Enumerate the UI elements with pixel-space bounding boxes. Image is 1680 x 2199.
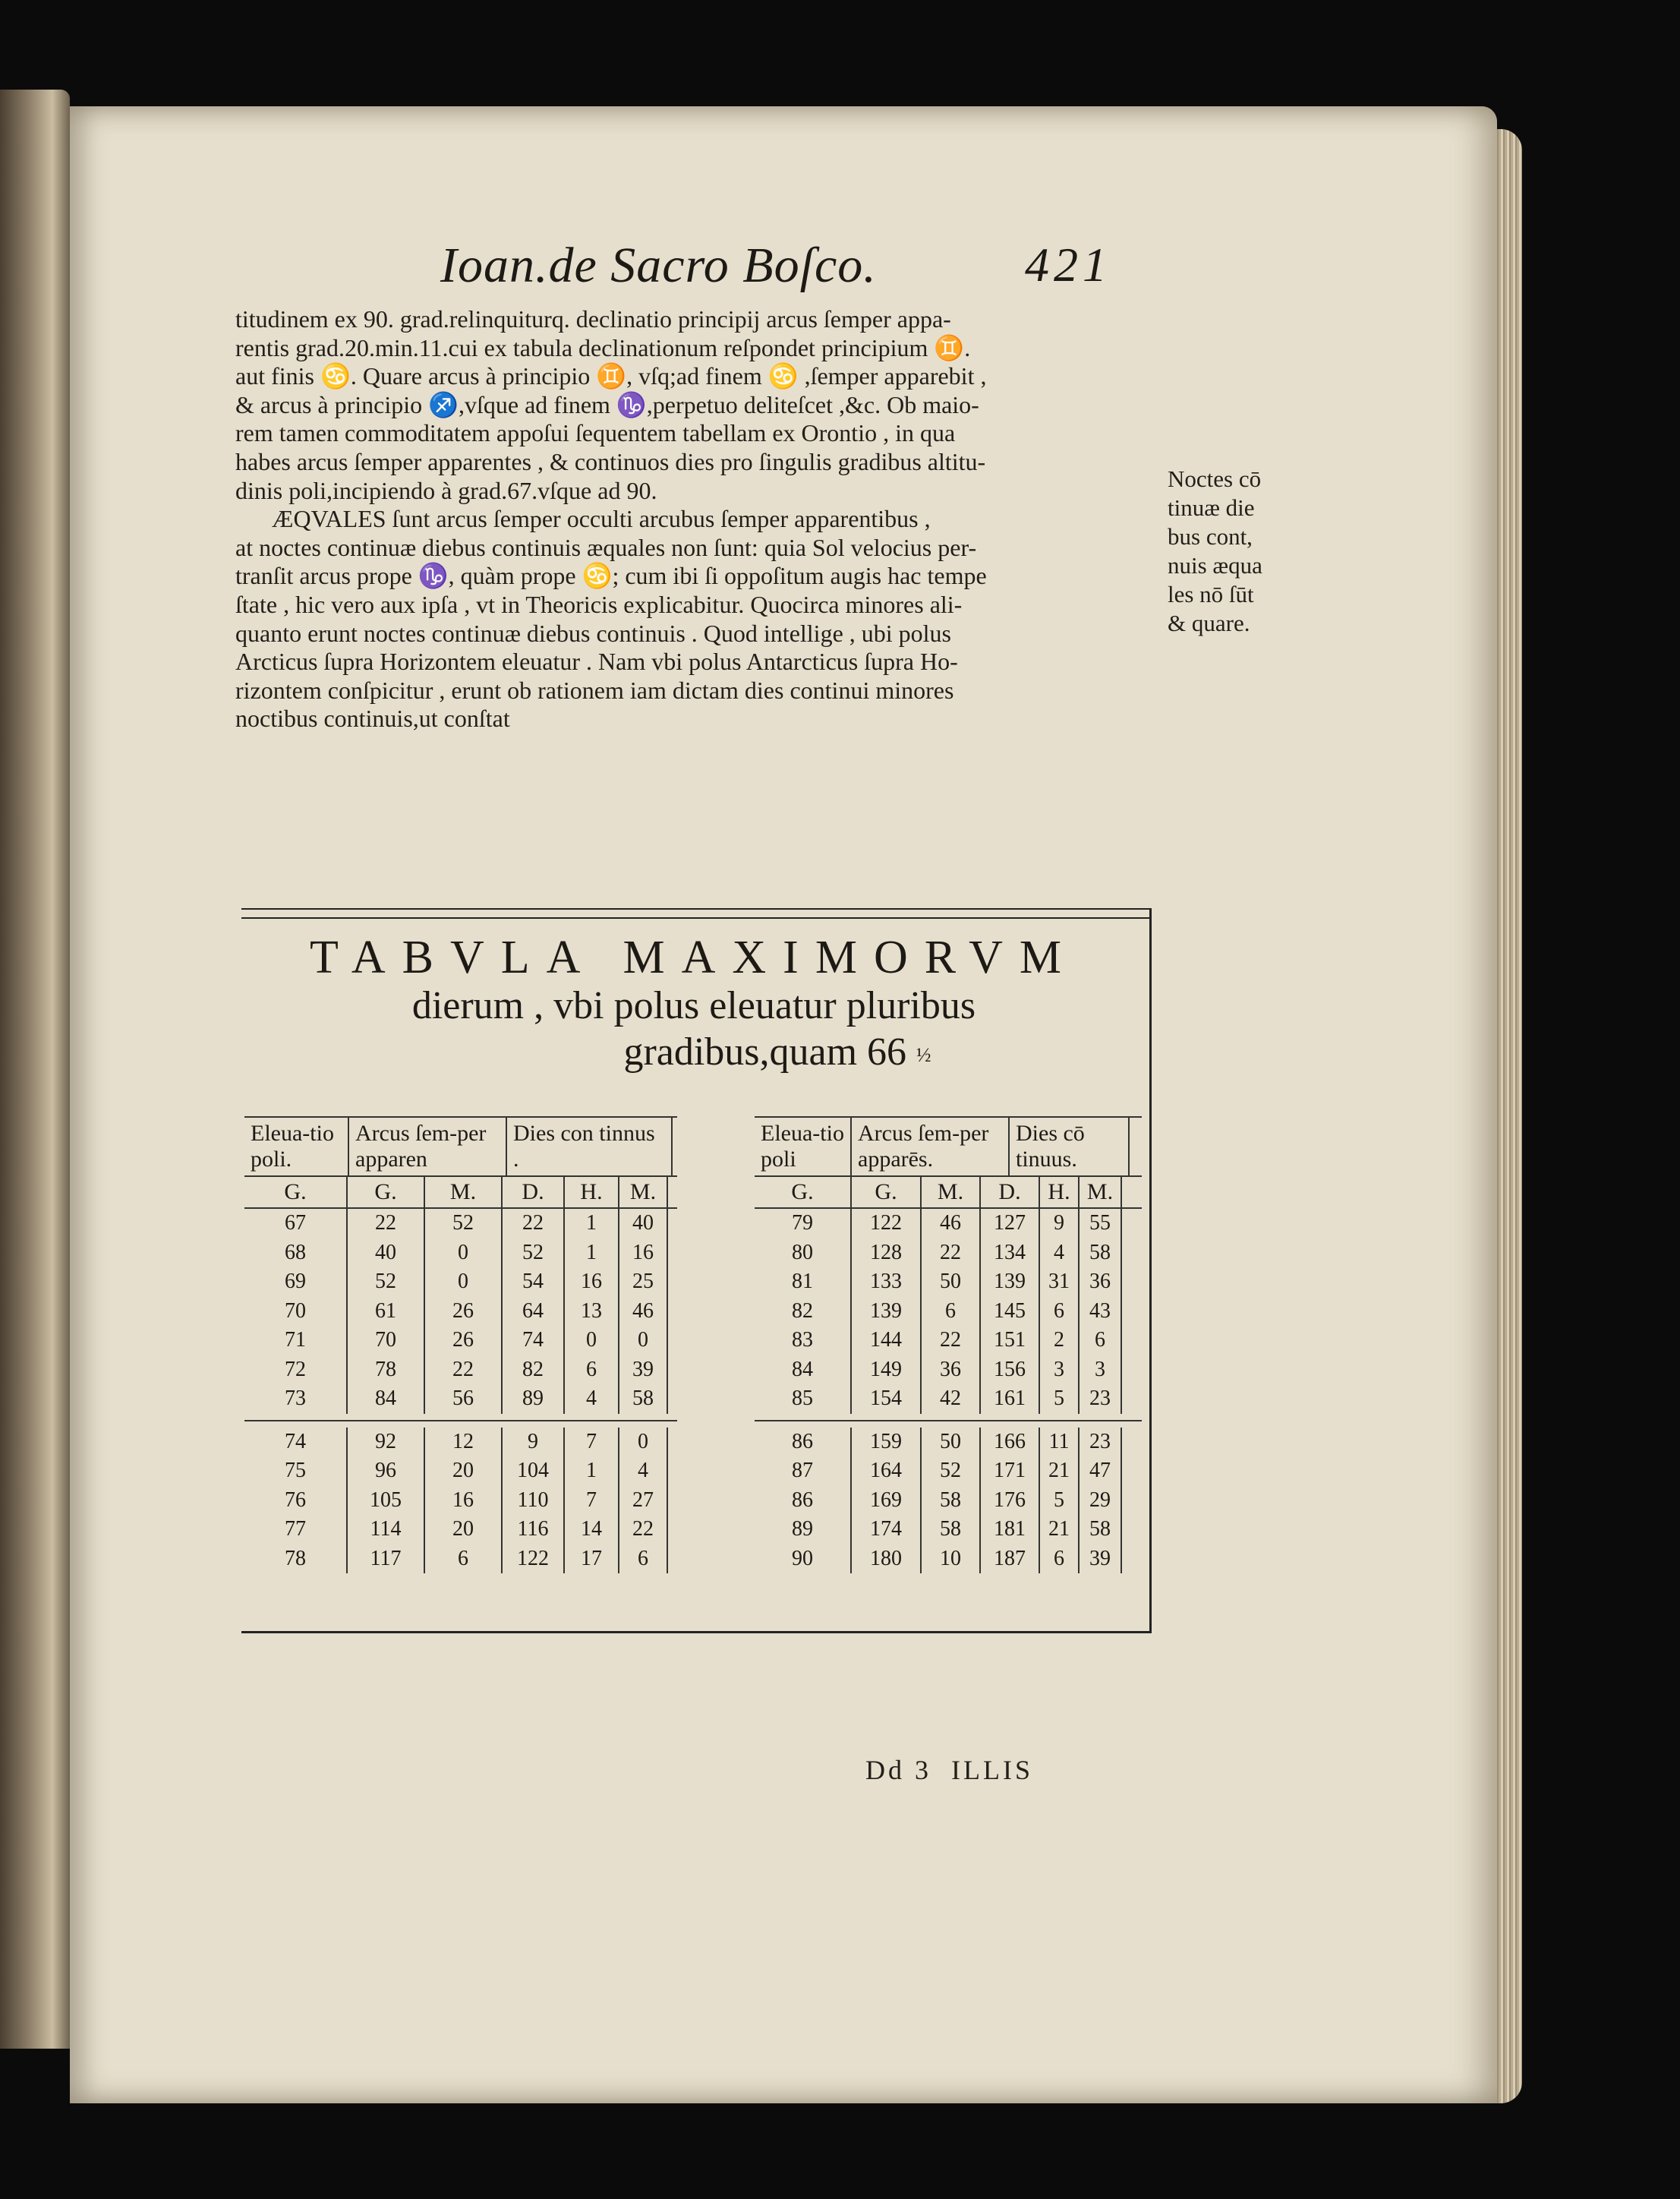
- text-line: noctibus continuis,ut conſtat: [235, 705, 510, 733]
- table-row: [244, 1486, 677, 1516]
- table-cell: 7: [565, 1428, 619, 1457]
- margin-line: & quare.: [1168, 610, 1250, 636]
- sub-m2: M.: [619, 1177, 668, 1207]
- table-row: [755, 1428, 1142, 1457]
- table-cell: 46: [619, 1297, 668, 1327]
- table-cell: 42: [922, 1384, 981, 1414]
- margin-line: bus cont,: [1168, 523, 1253, 550]
- table-row: [755, 1238, 1142, 1268]
- table-cell: 7: [565, 1486, 619, 1516]
- table-cell: 139: [852, 1297, 922, 1327]
- table-cell: 74: [244, 1428, 348, 1457]
- table-cell: 9: [1040, 1209, 1080, 1238]
- table-cell: 92: [348, 1428, 425, 1457]
- table-row: [244, 1326, 677, 1355]
- table-cell: 13: [565, 1297, 619, 1327]
- table-cell: 4: [1040, 1238, 1080, 1268]
- table-cell: 36: [922, 1355, 981, 1385]
- table-cell: 6: [425, 1544, 503, 1574]
- table-cell: 174: [852, 1515, 922, 1544]
- table-cell: 78: [244, 1544, 348, 1574]
- table-cell: 144: [852, 1326, 922, 1355]
- table-cell: 22: [425, 1355, 503, 1385]
- table-row: [755, 1544, 1142, 1574]
- sub-g2: G.: [348, 1177, 425, 1207]
- table-cell: 21: [1040, 1515, 1080, 1544]
- text-line: rentis grad.20.min.11.cui ex tabula declinationum reſpondet principium ♊.: [235, 333, 971, 361]
- table-row: [755, 1456, 1142, 1486]
- table-cell: 133: [852, 1267, 922, 1297]
- table-title-line1: TABVLA MAXIMORVM: [309, 932, 1079, 983]
- table-cell: 181: [981, 1515, 1040, 1544]
- table-cell: 72: [244, 1355, 348, 1385]
- table-cell: 161: [981, 1384, 1040, 1414]
- table-cell: 75: [244, 1456, 348, 1486]
- table-cell: 180: [852, 1544, 922, 1574]
- table-cell: 5: [1040, 1486, 1080, 1516]
- table-cell: 117: [348, 1544, 425, 1574]
- table-cell: 23: [1080, 1428, 1122, 1457]
- table-cell: 164: [852, 1456, 922, 1486]
- table-cell: 6: [619, 1544, 668, 1574]
- table-cell: 3: [1040, 1355, 1080, 1385]
- table-title: [246, 932, 1142, 1078]
- table-cell: 85: [755, 1384, 852, 1414]
- table-cell: 54: [503, 1267, 565, 1297]
- table-cell: 4: [619, 1456, 668, 1486]
- table-row: [244, 1209, 677, 1238]
- table-row: [244, 1297, 677, 1327]
- margin-line: nuis æqua: [1168, 552, 1262, 579]
- right-column-headers: [755, 1116, 1142, 1177]
- table-cell: 69: [244, 1267, 348, 1297]
- table-cell: 10: [922, 1544, 981, 1574]
- table-cell: 70: [244, 1297, 348, 1327]
- table-row: [244, 1355, 677, 1385]
- sub-g-right: G.: [755, 1177, 852, 1207]
- table-cell: 0: [425, 1238, 503, 1268]
- table-cell: 114: [348, 1515, 425, 1544]
- table-cell: 74: [503, 1326, 565, 1355]
- table-cell: 151: [981, 1326, 1040, 1355]
- text-line: ſtate , hic vero aux ipſa , vt in Theoricis explicabitur. Quocirca minores ali-: [235, 590, 963, 618]
- table-cell: 77: [244, 1515, 348, 1544]
- table-row: [755, 1326, 1142, 1355]
- table-cell: 122: [852, 1209, 922, 1238]
- running-head: Ioan.de Sacro Boſco.: [440, 238, 877, 293]
- table-cell: 187: [981, 1544, 1040, 1574]
- header-dies: Dies con tinnus .: [507, 1118, 673, 1175]
- table-cell: 4: [565, 1384, 619, 1414]
- left-rows: [244, 1209, 677, 1573]
- table-cell: 116: [503, 1515, 565, 1544]
- table-cell: 5: [1040, 1384, 1080, 1414]
- margin-line: tinuæ die: [1168, 494, 1255, 521]
- text-line: rem tamen commoditatem appoſui ſequentem tabellam ex Orontio , in qua: [235, 419, 956, 447]
- table-cell: 70: [348, 1326, 425, 1355]
- table-cell: 105: [348, 1486, 425, 1516]
- text-line: Arcticus ſupra Horizontem eleuatur . Nam vbi polus Antarcticus ſupra Ho-: [235, 648, 958, 676]
- table-cell: 16: [619, 1238, 668, 1268]
- table-row: [244, 1456, 677, 1486]
- text-line: aut finis ♋. Quare arcus à principio ♊, vſq;ad finem ♋ ,ſemper apparebit ,: [235, 362, 987, 390]
- table-cell: 50: [922, 1267, 981, 1297]
- table-cell: 169: [852, 1486, 922, 1516]
- sub-g2-right: G.: [852, 1177, 922, 1207]
- table-cell: 122: [503, 1544, 565, 1574]
- table-cell: 58: [922, 1515, 981, 1544]
- table-cell: 16: [425, 1486, 503, 1516]
- table-cell: 2: [1040, 1326, 1080, 1355]
- table-cell: 67: [244, 1209, 348, 1238]
- table-row: [244, 1428, 677, 1457]
- table-row: [244, 1544, 677, 1574]
- table-cell: 26: [425, 1297, 503, 1327]
- signature-line: [865, 1754, 1033, 1786]
- table-row: [244, 1267, 677, 1297]
- margin-line: les nō ſūt: [1168, 581, 1254, 607]
- text-line: & arcus à principio ♐,vſque ad finem ♑,perpetuo deliteſcet ,&c. Ob maio-: [235, 390, 979, 418]
- table-cell: 127: [981, 1209, 1040, 1238]
- right-rows: [755, 1209, 1142, 1573]
- table-cell: 82: [755, 1297, 852, 1327]
- table-title-line2: dierum , vbi polus eleuatur pluribus: [411, 984, 976, 1027]
- table-row: [755, 1486, 1142, 1516]
- table-cell: 25: [619, 1267, 668, 1297]
- table-cell: 58: [922, 1486, 981, 1516]
- table-cell: 52: [922, 1456, 981, 1486]
- table-cell: 171: [981, 1456, 1040, 1486]
- table-cell: 14: [565, 1515, 619, 1544]
- table-cell: 23: [1080, 1384, 1122, 1414]
- table-cell: 27: [619, 1486, 668, 1516]
- sub-m2-right: M.: [1080, 1177, 1122, 1207]
- table-cell: 58: [619, 1384, 668, 1414]
- table-cell: 73: [244, 1384, 348, 1414]
- table-cell: 1: [565, 1209, 619, 1238]
- table-cell: 39: [619, 1355, 668, 1385]
- table-cell: 11: [1040, 1428, 1080, 1457]
- table-cell: 166: [981, 1428, 1040, 1457]
- table-cell: 55: [1080, 1209, 1122, 1238]
- table-title-line3-text: gradibus,quam 66: [623, 1030, 907, 1074]
- table-cell: 0: [619, 1326, 668, 1355]
- row-separator: [244, 1420, 677, 1421]
- table-cell: 6: [1040, 1297, 1080, 1327]
- table-cell: 82: [503, 1355, 565, 1385]
- table-cell: 6: [1040, 1544, 1080, 1574]
- table-cell: 29: [1080, 1486, 1122, 1516]
- table-cell: 78: [348, 1355, 425, 1385]
- table-cell: 89: [755, 1515, 852, 1544]
- text-line: dinis poli,incipiendo à grad.67.vſque ad 90.: [235, 476, 657, 504]
- table-cell: 80: [755, 1238, 852, 1268]
- sub-h: H.: [565, 1177, 619, 1207]
- table-maximorum-dierum: [241, 908, 1152, 1633]
- table-row: [755, 1355, 1142, 1385]
- header-dies-right: Dies cō tinuus.: [1010, 1118, 1130, 1175]
- sub-d-right: D.: [981, 1177, 1040, 1207]
- table-cell: 84: [755, 1355, 852, 1385]
- table-row: [755, 1267, 1142, 1297]
- text-line: rizontem conſpicitur , erunt ob rationem iam dictam dies continui minores: [235, 676, 954, 704]
- table-cell: 149: [852, 1355, 922, 1385]
- left-table-block: [244, 1116, 677, 1573]
- table-cell: 96: [348, 1456, 425, 1486]
- table-cell: 31: [1040, 1267, 1080, 1297]
- text-line: ÆQVALES ſunt arcus ſemper occulti arcubus ſemper apparentibus ,: [272, 505, 931, 533]
- table-cell: 0: [565, 1326, 619, 1355]
- table-cell: 58: [1080, 1515, 1122, 1544]
- margin-line: Noctes cō: [1168, 465, 1262, 492]
- right-table-block: [755, 1116, 1142, 1573]
- table-cell: 81: [755, 1267, 852, 1297]
- table-cell: 43: [1080, 1297, 1122, 1327]
- table-cell: 58: [1080, 1238, 1122, 1268]
- table-cell: 61: [348, 1297, 425, 1327]
- sub-d: D.: [503, 1177, 565, 1207]
- table-cell: 128: [852, 1238, 922, 1268]
- table-cell: 134: [981, 1238, 1040, 1268]
- table-cell: 52: [503, 1238, 565, 1268]
- table-cell: 47: [1080, 1456, 1122, 1486]
- text-line: tranſit arcus prope ♑, quàm prope ♋; cum ibi ſi oppoſitum augis hac tempe: [235, 562, 987, 590]
- text-line: titudinem ex 90. grad.relinquiturq. declinatio principij arcus ſemper appa-: [235, 305, 951, 333]
- table-cell: 1: [565, 1238, 619, 1268]
- facing-page-edge: [0, 90, 70, 2049]
- header-elevation: Eleua-tio poli.: [244, 1118, 349, 1175]
- table-cell: 86: [755, 1428, 852, 1457]
- table-cell: 9: [503, 1428, 565, 1457]
- table-cell: 145: [981, 1297, 1040, 1327]
- table-cell: 16: [565, 1267, 619, 1297]
- table-cell: 22: [922, 1326, 981, 1355]
- header-arcus-right: Arcus ſem-per apparēs.: [852, 1118, 1010, 1175]
- table-row: [755, 1209, 1142, 1238]
- table-cell: 0: [619, 1428, 668, 1457]
- text-line: habes arcus ſemper apparentes , & continuos dies pro ſingulis gradibus altitu-: [235, 447, 986, 475]
- table-cell: 104: [503, 1456, 565, 1486]
- table-cell: 17: [565, 1544, 619, 1574]
- table-cell: 22: [503, 1209, 565, 1238]
- sub-h-right: H.: [1040, 1177, 1080, 1207]
- table-row: [244, 1238, 677, 1268]
- table-row: [755, 1515, 1142, 1544]
- table-cell: 26: [425, 1326, 503, 1355]
- table-cell: 40: [619, 1209, 668, 1238]
- table-cell: 40: [348, 1238, 425, 1268]
- sub-m: M.: [425, 1177, 503, 1207]
- table-cell: 20: [425, 1515, 503, 1544]
- right-subheaders: [755, 1177, 1142, 1209]
- table-cell: 50: [922, 1428, 981, 1457]
- table-cell: 22: [619, 1515, 668, 1544]
- table-cell: 68: [244, 1238, 348, 1268]
- table-cell: 89: [503, 1384, 565, 1414]
- table-cell: 6: [565, 1355, 619, 1385]
- table-cell: 6: [922, 1297, 981, 1327]
- table-cell: 154: [852, 1384, 922, 1414]
- table-row: [244, 1515, 677, 1544]
- table-cell: 0: [425, 1267, 503, 1297]
- table-cell: 3: [1080, 1355, 1122, 1385]
- left-column-headers: [244, 1116, 677, 1177]
- catchword: ILLIS: [951, 1755, 1033, 1785]
- body-text: [235, 305, 1162, 734]
- table-row: [244, 1384, 677, 1414]
- header-elevation-right: Eleua-tio poli: [755, 1118, 852, 1175]
- table-cell: 46: [922, 1209, 981, 1238]
- table-cell: 84: [348, 1384, 425, 1414]
- table-cell: 139: [981, 1267, 1040, 1297]
- table-cell: 176: [981, 1486, 1040, 1516]
- table-cell: 79: [755, 1209, 852, 1238]
- table-cell: 22: [348, 1209, 425, 1238]
- sub-m-right: M.: [922, 1177, 981, 1207]
- table-cell: 52: [425, 1209, 503, 1238]
- signature-mark: Dd 3: [865, 1755, 931, 1785]
- table-row: [755, 1384, 1142, 1414]
- table-cell: 159: [852, 1428, 922, 1457]
- table-title-line3: [246, 1030, 1142, 1078]
- table-cell: 36: [1080, 1267, 1122, 1297]
- table-cell: 56: [425, 1384, 503, 1414]
- row-separator: [755, 1420, 1142, 1421]
- table-cell: 1: [565, 1456, 619, 1486]
- table-cell: 110: [503, 1486, 565, 1516]
- table-row: [755, 1297, 1142, 1327]
- marginal-note: [1168, 465, 1304, 638]
- left-subheaders: [244, 1177, 677, 1209]
- table-cell: 87: [755, 1456, 852, 1486]
- sub-g: G.: [244, 1177, 348, 1207]
- fraction: ½: [916, 1044, 931, 1067]
- page-number: 421: [1025, 238, 1111, 292]
- text-line: quanto erunt noctes continuæ diebus continuis . Quod intellige , ubi polus: [235, 619, 951, 647]
- table-cell: 64: [503, 1297, 565, 1327]
- table-cell: 86: [755, 1486, 852, 1516]
- table-cell: 52: [348, 1267, 425, 1297]
- text-line: at noctes continuæ diebus continuis æquales non ſunt: quia Sol velocius per-: [235, 533, 977, 561]
- header-arcus: Arcus ſem-per apparen: [349, 1118, 507, 1175]
- table-cell: 90: [755, 1544, 852, 1574]
- table-cell: 156: [981, 1355, 1040, 1385]
- table-cell: 12: [425, 1428, 503, 1457]
- table-cell: 71: [244, 1326, 348, 1355]
- table-cell: 76: [244, 1486, 348, 1516]
- table-cell: 83: [755, 1326, 852, 1355]
- table-cell: 21: [1040, 1456, 1080, 1486]
- table-cell: 20: [425, 1456, 503, 1486]
- table-cell: 22: [922, 1238, 981, 1268]
- table-cell: 6: [1080, 1326, 1122, 1355]
- table-cell: 39: [1080, 1544, 1122, 1574]
